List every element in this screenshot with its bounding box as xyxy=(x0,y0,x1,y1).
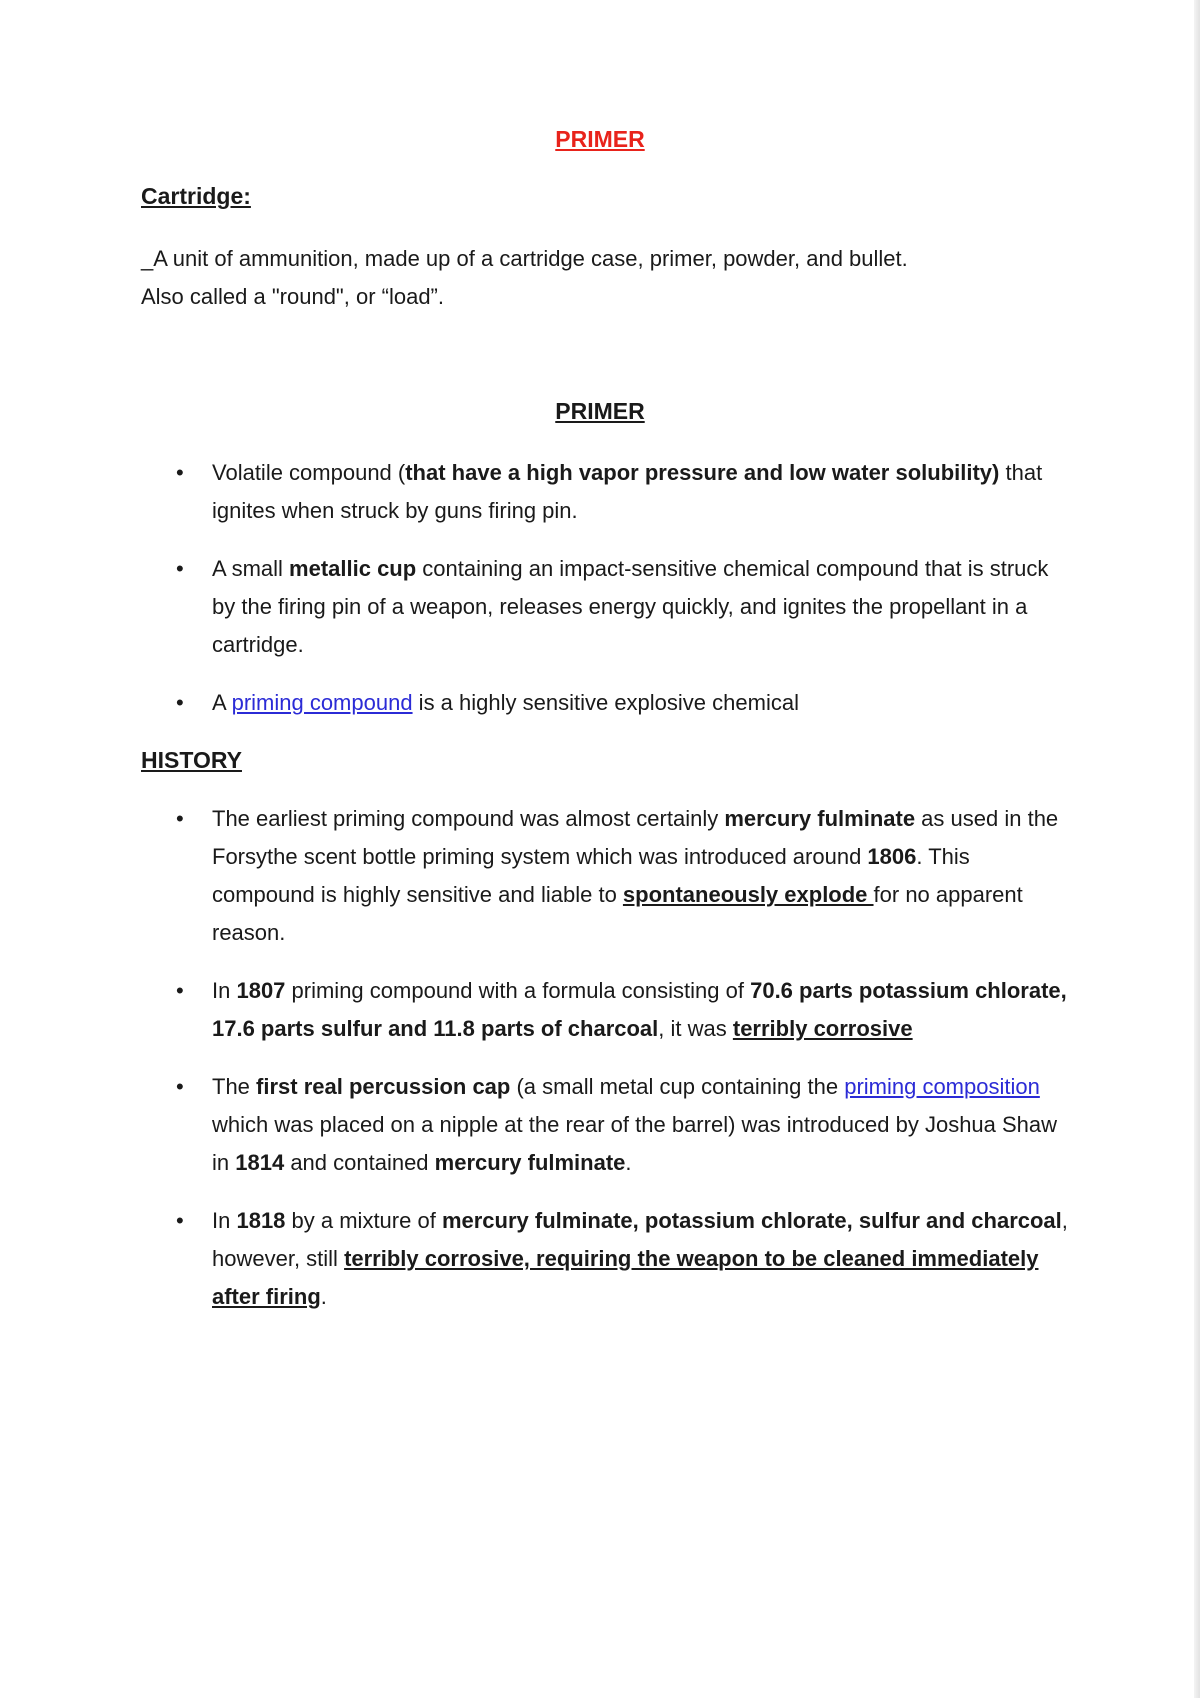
text-run: for no apparent reason. xyxy=(212,882,1023,945)
list-item xyxy=(0,800,1072,952)
bold-text: mercury fulminate xyxy=(724,806,916,831)
document-title: PRIMER xyxy=(555,126,645,152)
list-item xyxy=(0,1068,1072,1182)
text-run: . This compound is highly sensitive and liable to xyxy=(212,844,970,907)
primer-heading: PRIMER xyxy=(555,398,645,424)
text-run: . xyxy=(320,1284,327,1309)
history-heading: HISTORY xyxy=(141,747,242,773)
text-run: priming compound with a formula consisting of xyxy=(285,978,751,1003)
priming-composition-link[interactable]: priming composition xyxy=(844,1074,1040,1099)
text-run: , it was xyxy=(658,1016,733,1041)
list-item xyxy=(0,972,1072,1048)
bold-text: 1818 xyxy=(236,1208,286,1233)
cartridge-definition xyxy=(141,240,1081,316)
cartridge-definition-line2: Also called a "round", or “load”. xyxy=(141,284,444,309)
text-run: The xyxy=(212,1074,257,1099)
text-run: Volatile compound ( xyxy=(212,460,406,485)
text-run: containing an impact-sensitive chemical compound that is struck by the firing pin of a weapon, releases energy quickly, and ignites the propellant in a cartridge. xyxy=(212,556,1049,657)
bold-underlined-text: terribly corrosive xyxy=(732,1016,913,1041)
text-run: A small xyxy=(212,556,290,581)
list-item xyxy=(0,454,1072,530)
bold-text: 70.6 parts potassium chlorate, 17.6 parts sulfur and 11.8 parts of charcoal xyxy=(212,978,1067,1041)
text-run: is a highly sensitive explosive chemical xyxy=(412,690,799,715)
text-run: (a small metal cup containing the xyxy=(510,1074,845,1099)
cartridge-definition-line1: _A unit of ammunition, made up of a cartridge case, primer, powder, and bullet. xyxy=(141,246,908,271)
primer-bullet-list xyxy=(0,454,1200,722)
bold-text: 1814 xyxy=(235,1150,285,1175)
text-run: A xyxy=(212,690,232,715)
list-item xyxy=(0,550,1072,664)
text-run: which was placed on a nipple at the rear of the barrel) was introduced by Joshua Shaw in xyxy=(212,1112,1058,1175)
bold-underlined-text: spontaneously explode xyxy=(622,882,874,907)
list-item xyxy=(0,1202,1072,1316)
bold-text: mercury fulminate, potassium chlorate, sulfur and charcoal xyxy=(441,1208,1062,1233)
history-bullet-list xyxy=(0,800,1200,1316)
text-run: and contained xyxy=(284,1150,435,1175)
priming-compound-link[interactable]: priming compound xyxy=(231,690,413,715)
text-run: , however, still xyxy=(212,1208,1068,1271)
bold-text: metallic cup xyxy=(289,556,417,581)
bold-text: 1806 xyxy=(867,844,917,869)
list-item xyxy=(0,684,1072,722)
text-run: In xyxy=(212,1208,237,1233)
bold-text: 1807 xyxy=(236,978,286,1003)
cartridge-heading: Cartridge: xyxy=(141,183,251,209)
bold-underlined-text: terribly corrosive, requiring the weapon to be cleaned immediately after firing xyxy=(212,1246,1039,1309)
bold-text: that have a high vapor pressure and low water solubility) xyxy=(405,460,1000,485)
text-run: as used in the Forsythe scent bottle priming system which was introduced around xyxy=(212,806,1059,869)
text-run: . xyxy=(625,1150,632,1175)
text-run: In xyxy=(212,978,237,1003)
text-run: The earliest priming compound was almost certainly xyxy=(212,806,725,831)
bold-text: first real percussion cap xyxy=(256,1074,511,1099)
bold-text: mercury fulminate xyxy=(434,1150,626,1175)
text-run: by a mixture of xyxy=(285,1208,442,1233)
text-run: that ignites when struck by guns firing pin. xyxy=(212,460,1043,523)
